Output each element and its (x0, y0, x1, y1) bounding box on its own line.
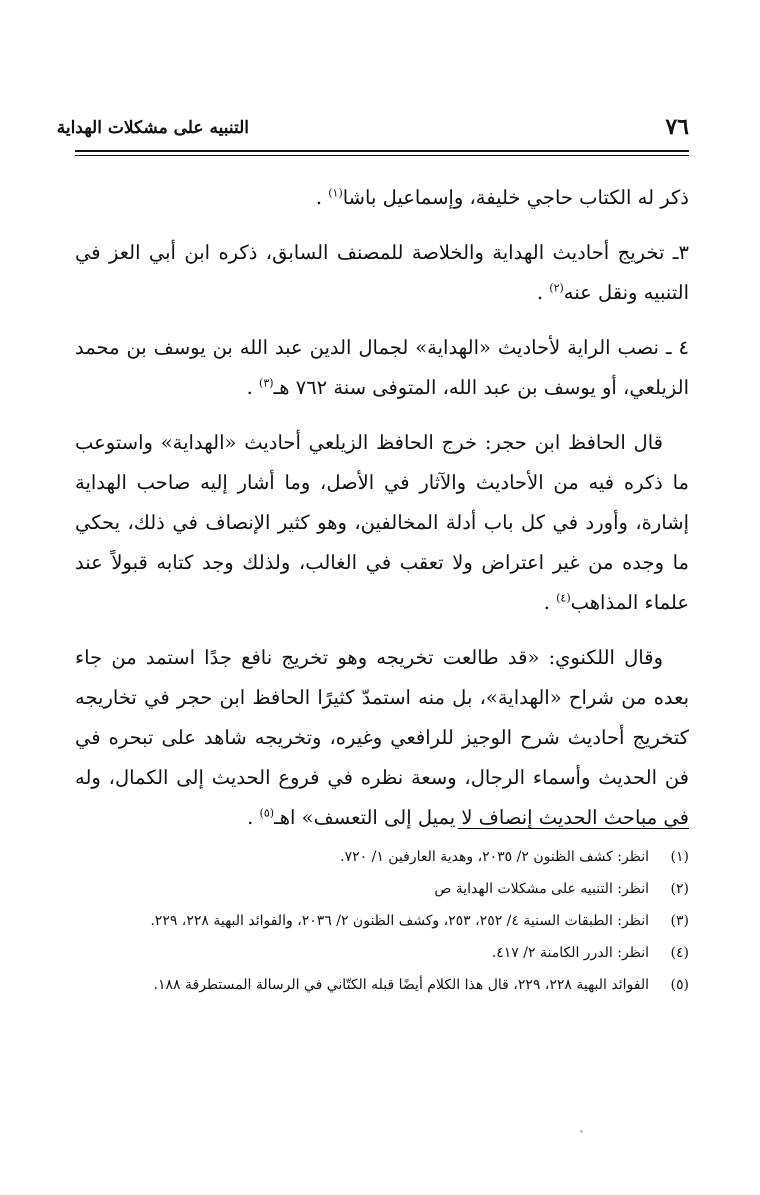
footnote-text: انظر: الطبقات السنية ٤/ ٢٥٢، ٢٥٣، وكشف الظنون ٢/ ٢٠٣٦، والفوائد البهية ٢٢٨، ٢٢٩. (150, 913, 649, 929)
paragraph-3 (75, 328, 689, 408)
footnote-number: (١) (670, 849, 689, 865)
header-rule-thick (75, 150, 689, 152)
header-rule-thin (75, 155, 689, 156)
footnote-separator (458, 828, 689, 829)
footnotes (75, 842, 689, 1002)
paragraph-1 (75, 178, 689, 218)
footnote-ref: (٢) (549, 281, 564, 295)
page-number: ٧٦ (665, 114, 689, 140)
footnote-text: انظر: التنبيه على مشكلات الهداية ص (434, 881, 649, 897)
footnote-number: (٥) (670, 977, 689, 993)
paragraph-end: . (247, 806, 254, 829)
footnote-5 (75, 970, 689, 1000)
footnote-4 (75, 938, 689, 968)
running-title: التنبيه على مشكلات الهداية (56, 118, 249, 138)
footnote-text: الفوائد البهية ٢٢٨، ٢٢٩، قال هذا الكلام أيضًا قبله الكتّاني في الرسالة المستطرفة ١٨٨. (153, 977, 649, 993)
paragraph-text: ٤ ـ نصب الراية لأحاديث «الهداية» لجمال الدين عبد الله بن يوسف بن محمد الزيلعي، أو يوسف بن عبد الله، المتوفى سنة ٧٦٢ هـ (75, 336, 689, 399)
paragraph-text: ذكر له الكتاب حاجي خليفة، وإسماعيل باشا (342, 186, 689, 209)
footnote-2 (75, 874, 689, 904)
footnote-number: (٤) (670, 945, 689, 961)
footnote-3 (75, 906, 689, 936)
paragraph-text: قال الحافظ ابن حجر: خرج الحافظ الزيلعي أحاديث «الهداية» واستوعب ما ذكره فيه من الأحاديث والآثار في الأصل، وما أشار إليه صاحب الهداية إشارة، وأورد في كل باب أدلة المخالفين، وهو كثير الإنصاف في ذلك، يحكي ما وجده من غير اعتراض ولا تعقب في الغالب، ولذلك وجد كتابه قبولاً عند علماء المذاهب (75, 431, 689, 614)
footnote-ref: (٤) (556, 591, 571, 605)
paragraph-end: . (315, 186, 323, 209)
footnote-1 (75, 842, 689, 872)
paragraph-5 (75, 638, 689, 838)
footnote-text: انظر: الدرر الكامنة ٢/ ٤١٧. (491, 945, 649, 961)
paragraph-end: . (536, 281, 544, 304)
main-text (75, 178, 689, 853)
footnote-number: (٣) (670, 913, 689, 929)
paragraph-end: . (246, 376, 253, 399)
footnote-text: انظر: كشف الظنون ٢/ ٢٠٣٥، وهدية العارفين ١/ ٧٢٠. (340, 849, 649, 865)
paragraph-4 (75, 423, 689, 623)
paragraph-end: . (543, 591, 550, 614)
paragraph-2 (75, 233, 689, 313)
footnote-ref: (٣) (259, 376, 274, 390)
paragraph-text: وقال اللكنوي: «قد طالعت تخريجه وهو تخريج نافع جدًا استمد من جاء بعده من شراح «الهداية»، بل منه استمدّ كثيرًا الحافظ ابن حجر في تخاريجه كتخريج أحاديث شرح الوجيز للرافعي وغيره، وتخريجه شاهد على تبحره في فن الحديث وأسماء الرجال، وسعة نظره في فروع الحديث إلى الكمال، وله في مباحث الحديث إنصاف لا يميل إلى التعسف» اهـ (75, 646, 689, 829)
footnote-ref: (١) (328, 186, 343, 200)
scan-speck (580, 1130, 583, 1133)
footnote-ref: (٥) (259, 806, 275, 820)
running-header (56, 112, 689, 148)
footnote-number: (٢) (670, 881, 689, 897)
paragraph-text: ٣ـ تخريج أحاديث الهداية والخلاصة للمصنف السابق، ذكره ابن أبي العز في التنبيه ونقل عنه (75, 241, 689, 304)
